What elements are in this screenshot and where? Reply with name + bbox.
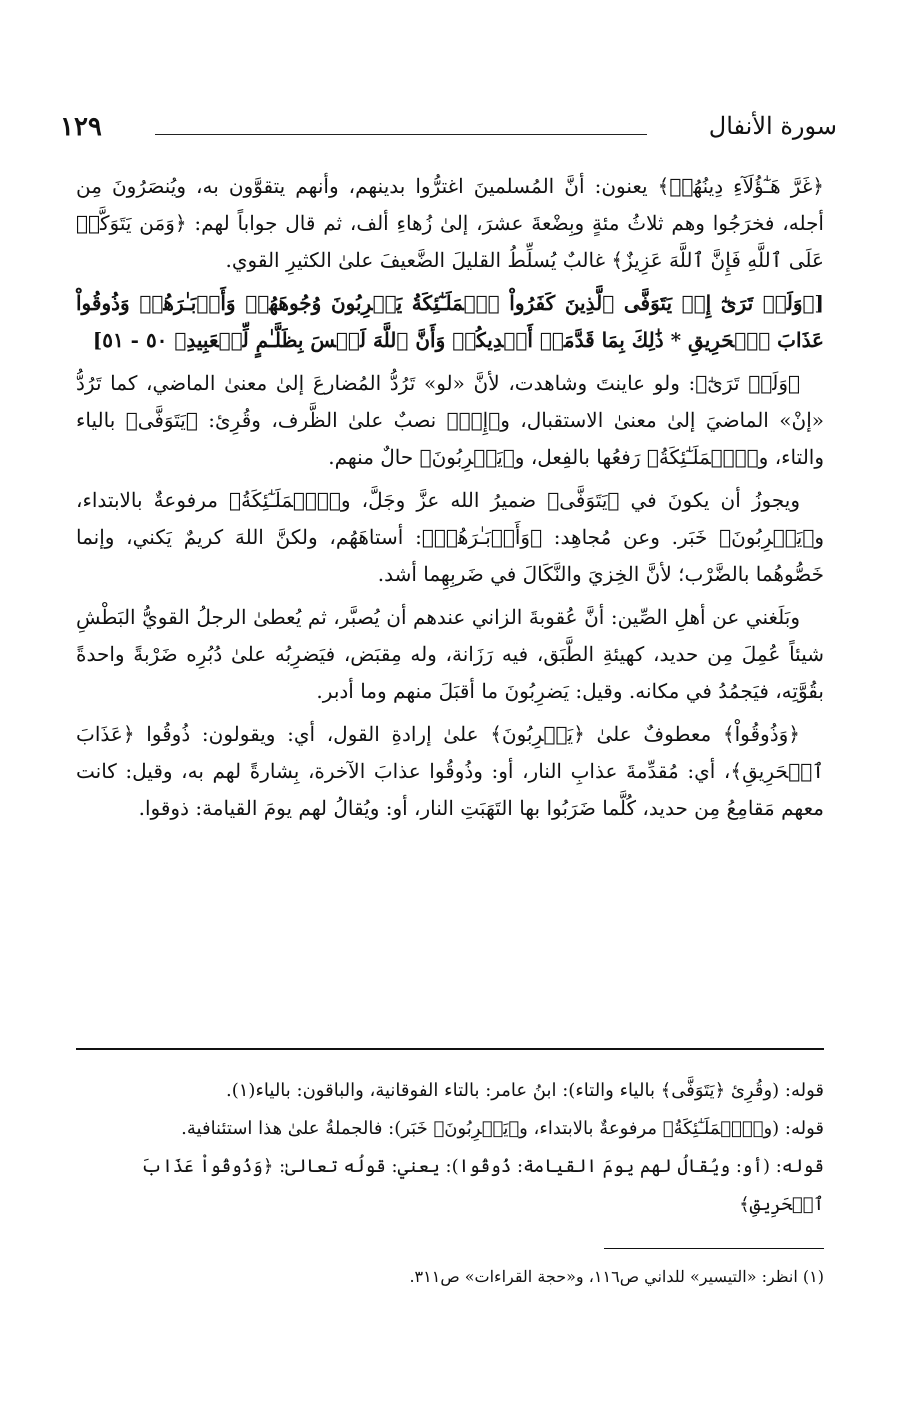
commentary-footnotes: [76, 1072, 824, 1224]
paragraph-5: ﴿وَذُوقُواْ﴾ معطوفٌ علىٰ ﴿يَضۡرِبُونَ﴾ علىٰ إرادةِ القول، أي: ويقولون: ذُوقُوا ﴿عَذَابَ ٱلۡحَرِيقِ﴾، أي: مُقدِّمةَ عذابِ النار، أو: وذُوقُوا عذابَ الآخرة، بِشارةً لهم به، وقيل: كانت معهم مَقامِعُ مِن حديد، كُلَّما ضَرَبُوا بها التَهَبَتِ النار، أو: ويُقالُ لهم يومَ القيامة: ذوقوا.: [76, 722, 824, 820]
paragraph-1: ﴿غَرَّ هَـٰٓؤُلَآءِ دِينُهُمۡ﴾ يعنون: أنَّ المُسلمينَ اغترُّوا بدينهم، وأنهم يتقوَّون به، ويُنصَرُونَ مِن أجله، فخرَجُوا وهم ثلاثُ مئةٍ وبِضْعةَ عشرَ، إلىٰ زُهاءِ ألف، ثم قال جواباً لهم: ﴿وَمَن يَتَوَكَّلۡ عَلَى ٱللَّهِ فَإِنَّ ٱللَّهَ عَزِيزٌ﴾ غالبٌ يُسلِّطُ القليلَ الضَّعيفَ علىٰ الكثيرِ القوي.: [76, 174, 824, 272]
paragraph-4: وبَلَغني عن أهلِ الصِّين: أنَّ عُقوبةَ الزاني عندهم أن يُصبَّر، ثم يُعطىٰ الرجلُ القويُّ البَطْشِ شيئاً عُمِلَ مِن حديد، كهيئةِ الطَّبَق، فيه رَزَانة، وله مِقبَض، فيَضرِبُه علىٰ دُبُرِه ضَرْبةً واحدةً بقُوَّتِه، فيَجمُدُ في مكانه. وقيل: يَضرِبُونَ ما أقبَلَ منهم وما أدبر.: [76, 605, 824, 703]
footnote-1: قوله: (وقُرِئ ﴿يَتَوَفَّى﴾ بالياء والتاء): ابنُ عامر: بالتاء الفوقانية، والباقون: بالياء(١).: [226, 1080, 824, 1101]
paragraph-3: ويجوزُ أن يكونَ في ﴿يَتَوَفَّى﴾ ضميرُ الله عزَّ وجَلَّ، و﴿ٱلۡمَلَـٰٓئِكَةُ﴾ مرفوعةٌ بالابتداء، و﴿يَضۡرِبُونَ﴾ خَبَر. وعن مُجاهِد: ﴿وَأَدۡبَـٰرَهُمۡ﴾: أستاهَهُم، ولكنَّ اللهَ كريمٌ يَكني، وإنما خَصُّوهُما بالضَّرْب؛ لأنَّ الخِزيَ والنَّكَالَ في ضَربِهِما أشد.: [76, 488, 824, 586]
page-number: ١٢٩: [60, 112, 102, 142]
reference-separator: [604, 1248, 824, 1249]
reference-note: (١) انظر: «التيسير» للداني ص١١٦، و«حجة القراءات» ص٣١١.: [409, 1267, 824, 1286]
footnote-2: قوله: (و﴿ٱلۡمَلَـٰٓئِكَةُ﴾ مرفوعةٌ بالابتداء، و﴿يَضۡرِبُونَ﴾ خَبَر): فالجملةُ علىٰ هذا استئنافية.: [181, 1118, 824, 1139]
footnote-separator: [76, 1048, 824, 1050]
page-header: [60, 112, 837, 152]
paragraph-2: ﴿وَلَوۡ تَرَىٰٓ﴾: ولو عاينتَ وشاهدت، لأنَّ «لو» تَرُدُّ المُضارعَ إلىٰ معنىٰ الماضي، كما تَرُدُّ «إنْ» الماضيَ إلىٰ معنىٰ الاستقبال، و﴿إِذۡ﴾ نصبٌ علىٰ الظَّرف، وقُرِئ: ﴿يَتَوَفَّى﴾ بالياء والتاء، و﴿ٱلۡمَلَـٰٓئِكَةُ﴾ رَفعُها بالفِعل، و﴿يَضۡرِبُونَ﴾ حالٌ منهم.: [76, 371, 824, 469]
surah-title: سورة الأنفال: [708, 112, 837, 140]
main-text: [76, 168, 824, 833]
header-rule: [155, 134, 647, 135]
quran-verse-block: [﴿وَلَوۡ تَرَىٰٓ إِذۡ يَتَوَفَّى ٱلَّذِينَ كَفَرُواْ ٱلۡمَلَـٰٓئِكَةُ يَضۡرِبُونَ وُجُوهَهُمۡ وَأَدۡبَـٰرَهُمۡ وَذُوقُواْ عَذَابَ ٱلۡحَرِيقِ * ذَٰلِكَ بِمَا قَدَّمَتۡ أَيۡدِيكُمۡ وَأَنَّ ٱللَّهَ لَيۡسَ بِظَلَّـٰمٍ لِّلۡعَبِيدِ﴾ ٥٠ - ٥١]: [76, 291, 824, 352]
footnote-3: قوله: (أو: ويُقالُ لهم يومَ القيامة: ذُوقُوا): يعني: قولُه تعالىٰ: ﴿وَذُوقُواْ عَذَابَ ٱلۡحَرِيقِ﴾: [141, 1156, 824, 1215]
